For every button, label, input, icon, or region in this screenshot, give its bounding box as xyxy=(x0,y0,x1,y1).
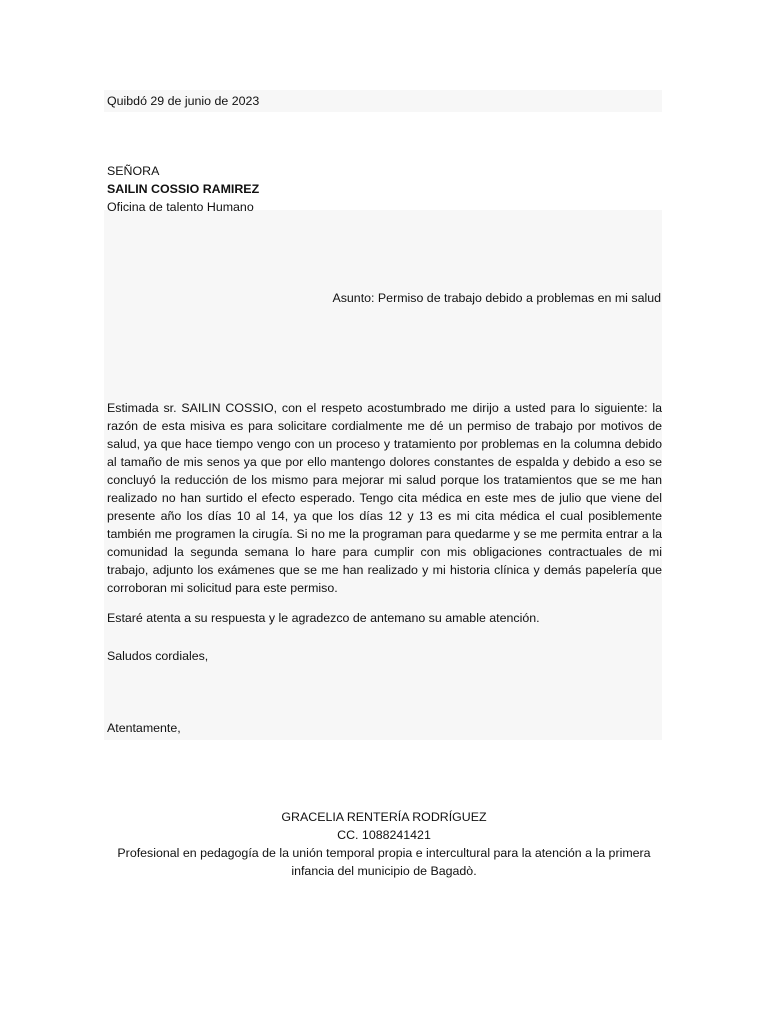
signature-title: Profesional en pedagogía de la unión temporal propia e intercultural para la atención a la primera infancia del municipio de Bagadò. xyxy=(117,846,651,878)
recipient-title: SEÑORA xyxy=(107,164,160,178)
recipient-block xyxy=(107,162,662,216)
body-paragraph: Estimada sr. SAILIN COSSIO, con el respeto acostumbrado me dirijo a usted para lo siguiente: la razón de esta misiva es para solicitare cordialmente me dé un permiso de trabajo por motivos de salud, ya que hace tiempo vengo con un proceso y tratamiento por problemas en la columna debido al tamaño de mis senos ya que por ello mantengo dolores constantes de espalda y debido a eso se concluyó la reducción de los mismo para mejorar mi salud porque los tratamientos que se me han realizado no han surtido el efecto esperado. Tengo cita médica en este mes de julio que viene del presente año los días 10 al 14, ya que los días 12 y 13 es mi cita médica el cual posiblemente también me programen la cirugía. Si no me la programan para quedarme y se me permita entrar a la comunidad la segunda semana lo hare para cumplir con mis obligaciones contractuales de mi trabajo, adjunto los exámenes que se me han realizado y mi historia clínica y demás papelería que corroboran mi solicitud para este permiso. xyxy=(107,401,662,595)
signature-block xyxy=(104,808,664,880)
recipient-name: SAILIN COSSIO RAMIREZ xyxy=(107,182,260,196)
date-line: Quibdó 29 de junio de 2023 xyxy=(107,94,260,108)
subject-line: Asunto: Permiso de trabajo debido a problemas en mi salud xyxy=(332,291,661,305)
signature-name: GRACELIA RENTERÍA RODRÍGUEZ xyxy=(281,810,487,824)
signature-id: CC. 1088241421 xyxy=(337,828,431,842)
sign-off: Atentamente, xyxy=(107,721,181,735)
closing-paragraph: Estaré atenta a su respuesta y le agradezco de antemano su amable atención. xyxy=(107,611,540,625)
recipient-office: Oficina de talento Humano xyxy=(107,200,254,214)
greeting: Saludos cordiales, xyxy=(107,649,209,663)
